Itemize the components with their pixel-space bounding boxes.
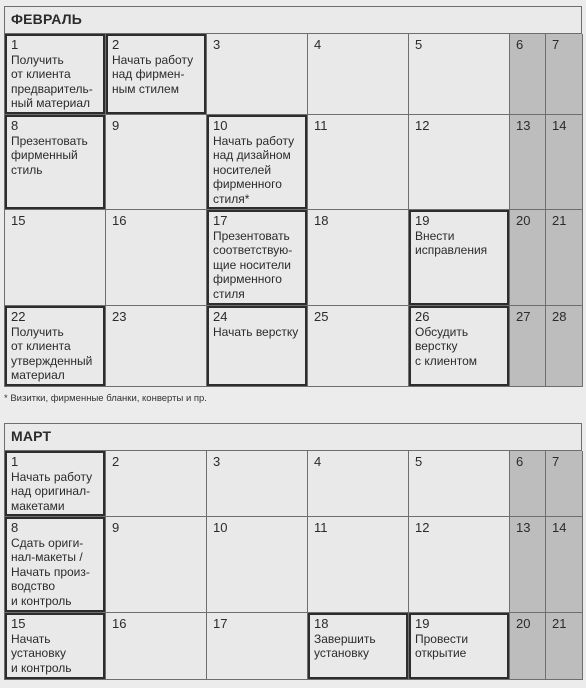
day-number: 16: [112, 616, 127, 631]
calendar-day-cell: [409, 517, 510, 613]
day-number: 8: [11, 118, 19, 133]
day-task-text: Завершить установку: [314, 631, 376, 660]
calendar-day-cell: [106, 306, 207, 387]
day-number: 13: [516, 520, 531, 535]
day-number: 10: [213, 520, 228, 535]
calendar-day-cell: [207, 115, 308, 210]
march-calendar: [4, 423, 582, 680]
day-number: 20: [516, 213, 531, 228]
calendar-day-cell: [106, 34, 207, 115]
day-number: 1: [11, 37, 19, 52]
day-number: 15: [11, 616, 26, 631]
february-calendar: [4, 6, 582, 387]
day-task-text: Презентовать соответствую- щие носители фирменного стиля: [213, 228, 293, 301]
day-task-text: Получить от клиента утвержденный материал: [11, 324, 93, 382]
calendar-day-cell: [510, 115, 546, 210]
day-number: 23: [112, 309, 127, 324]
day-task-text: Обсудить верстку с клиентом: [415, 324, 478, 368]
march-title: МАРТ: [4, 423, 582, 450]
calendar-day-cell: [207, 210, 308, 306]
day-number: 16: [112, 213, 127, 228]
calendar-day-cell: [510, 517, 546, 613]
day-task-text: Внести исправления: [415, 228, 488, 257]
calendar-day-cell: [207, 34, 308, 115]
february-title: ФЕВРАЛЬ: [4, 6, 582, 33]
day-number: 15: [11, 213, 26, 228]
day-task-text: Начать верстку: [213, 324, 299, 339]
calendar-day-cell: [546, 517, 583, 613]
day-number: 2: [112, 37, 120, 52]
day-number: 20: [516, 616, 531, 631]
calendar-day-cell: [308, 306, 409, 387]
day-number: 12: [415, 520, 430, 535]
calendar-day-cell: [5, 210, 106, 306]
day-number: 21: [552, 213, 567, 228]
footnote: * Визитки, фирменные бланки, конверты и пр.: [4, 393, 207, 404]
day-number: 22: [11, 309, 26, 324]
day-task-text: Начать установку и контроль: [11, 631, 72, 675]
calendar-day-cell: [106, 115, 207, 210]
calendar-day-cell: [207, 451, 308, 517]
calendar-day-cell: [207, 613, 308, 680]
calendar-day-cell: [510, 210, 546, 306]
calendar-day-cell: [308, 517, 409, 613]
day-task-text: Презентовать фирменный стиль: [11, 133, 88, 177]
day-number: 3: [213, 37, 221, 52]
day-number: 25: [314, 309, 329, 324]
calendar-day-cell: [5, 306, 106, 387]
day-number: 7: [552, 37, 560, 52]
day-number: 1: [11, 454, 19, 469]
day-number: 9: [112, 118, 120, 133]
day-task-text: Получить от клиента предваритель- ный материал: [11, 52, 93, 110]
calendar-day-cell: [546, 210, 583, 306]
calendar-day-cell: [546, 306, 583, 387]
day-number: 4: [314, 454, 322, 469]
day-task-text: Начать работу над фирмен- ным стилем: [112, 52, 194, 96]
calendar-day-cell: [546, 34, 583, 115]
day-number: 5: [415, 37, 423, 52]
day-number: 9: [112, 520, 120, 535]
day-number: 19: [415, 213, 430, 228]
day-number: 8: [11, 520, 19, 535]
calendar-day-cell: [106, 210, 207, 306]
day-task-text: Сдать ориги- нал-макеты / Начать произ- водство и контроль: [11, 535, 90, 608]
day-number: 3: [213, 454, 221, 469]
day-number: 24: [213, 309, 228, 324]
march-grid: [4, 450, 582, 680]
day-number: 11: [314, 118, 328, 133]
calendar-day-cell: [510, 451, 546, 517]
calendar-day-cell: [5, 34, 106, 115]
day-task-text: Начать работу над дизайном носителей фирменного стиля*: [213, 133, 295, 206]
day-number: 6: [516, 37, 524, 52]
calendar-day-cell: [308, 210, 409, 306]
day-number: 26: [415, 309, 430, 324]
calendar-day-cell: [308, 451, 409, 517]
calendar-day-cell: [546, 115, 583, 210]
day-number: 10: [213, 118, 228, 133]
day-task-text: Начать работу над оригинал- макетами: [11, 469, 93, 513]
day-number: 17: [213, 213, 228, 228]
calendar-day-cell: [5, 517, 106, 613]
calendar-day-cell: [546, 613, 583, 680]
calendar-day-cell: [510, 306, 546, 387]
calendar-day-cell: [5, 613, 106, 680]
calendar-day-cell: [5, 115, 106, 210]
calendar-day-cell: [510, 34, 546, 115]
calendar-day-cell: [409, 451, 510, 517]
day-number: 2: [112, 454, 120, 469]
day-number: 5: [415, 454, 423, 469]
calendar-day-cell: [409, 34, 510, 115]
day-number: 19: [415, 616, 430, 631]
calendar-day-cell: [409, 306, 510, 387]
calendar-day-cell: [409, 210, 510, 306]
calendar-day-cell: [409, 115, 510, 210]
calendar-day-cell: [106, 451, 207, 517]
day-number: 18: [314, 616, 329, 631]
calendar-day-cell: [106, 517, 207, 613]
day-task-text: Провести открытие: [415, 631, 469, 660]
calendar-day-cell: [308, 613, 409, 680]
february-grid: [4, 33, 582, 387]
day-number: 4: [314, 37, 322, 52]
calendar-day-cell: [5, 451, 106, 517]
day-number: 14: [552, 520, 567, 535]
calendar-day-cell: [308, 115, 409, 210]
day-number: 28: [552, 309, 567, 324]
calendar-day-cell: [106, 613, 207, 680]
day-number: 18: [314, 213, 329, 228]
calendar-day-cell: [546, 451, 583, 517]
calendar-day-cell: [207, 517, 308, 613]
day-number: 12: [415, 118, 430, 133]
day-number: 6: [516, 454, 524, 469]
calendar-day-cell: [308, 34, 409, 115]
calendar-day-cell: [409, 613, 510, 680]
day-number: 27: [516, 309, 531, 324]
calendar-day-cell: [510, 613, 546, 680]
calendar-day-cell: [207, 306, 308, 387]
day-number: 11: [314, 520, 328, 535]
day-number: 17: [213, 616, 228, 631]
day-number: 14: [552, 118, 567, 133]
day-number: 7: [552, 454, 560, 469]
day-number: 13: [516, 118, 531, 133]
day-number: 21: [552, 616, 567, 631]
